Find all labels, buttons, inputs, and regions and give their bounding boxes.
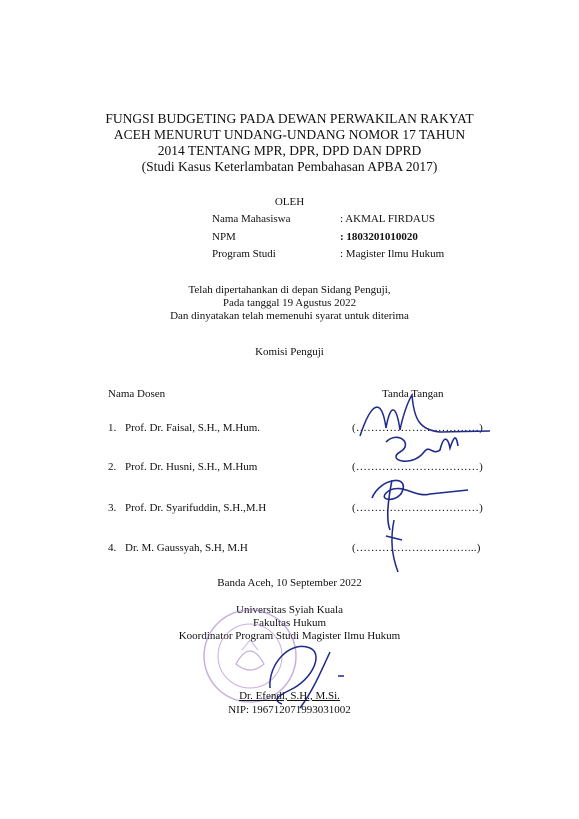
column-lecturer: Nama Dosen bbox=[108, 388, 166, 400]
examiner-name: Prof. Dr. Syarifuddin, S.H.,M.H bbox=[125, 502, 267, 514]
signature-3 bbox=[372, 480, 468, 530]
signature-4 bbox=[386, 520, 402, 572]
title-line: 2014 TENTANG MPR, DPR, DPD DAN DPRD bbox=[157, 143, 422, 158]
examiner-number: 3. bbox=[108, 502, 117, 514]
signature-dots: (……………………………) bbox=[352, 502, 483, 514]
title-line: (Studi Kasus Keterlambatan Pembahasan APBA 2017) bbox=[141, 159, 438, 174]
place-date: Banda Aceh, 10 September 2022 bbox=[217, 577, 362, 589]
defense-line: Telah dipertahankan di depan Sidang Penguji, bbox=[188, 284, 391, 296]
column-signature: Tanda Tangan bbox=[382, 388, 444, 400]
examiner-number: 1. bbox=[108, 422, 117, 434]
student-name-value: : AKMAL FIRDAUS bbox=[340, 213, 435, 225]
student-program-label: Program Studi bbox=[212, 248, 276, 260]
examiner-name: Dr. M. Gaussyah, S.H, M.H bbox=[125, 542, 248, 554]
student-program-value: : Magister Ilmu Hukum bbox=[340, 248, 445, 260]
examiner-name: Prof. Dr. Faisal, S.H., M.Hum. bbox=[125, 422, 261, 434]
institution-line: Koordinator Program Studi Magister Ilmu Hukum bbox=[178, 630, 401, 642]
examiner-number: 4. bbox=[108, 542, 117, 554]
signature-dots: (…………………………...) bbox=[352, 542, 481, 554]
signature-2 bbox=[386, 437, 458, 461]
signature-dots: (……………………………) bbox=[352, 461, 483, 473]
institution-line: Universitas Syiah Kuala bbox=[236, 604, 343, 616]
student-npm-value: : 1803201010020 bbox=[340, 231, 418, 243]
title-line: ACEH MENURUT UNDANG-UNDANG NOMOR 17 TAHUN bbox=[113, 127, 466, 142]
signature-dots: (……………………………) bbox=[352, 422, 483, 434]
committee-heading: Komisi Penguji bbox=[255, 346, 324, 358]
signature-1 bbox=[360, 395, 490, 436]
oleh-heading: OLEH bbox=[274, 196, 305, 208]
examiner-name: Prof. Dr. Husni, S.H., M.Hum bbox=[125, 461, 258, 473]
examiner-number: 2. bbox=[108, 461, 117, 473]
title-line: FUNGSI BUDGETING PADA DEWAN PERWAKILAN RAKYAT bbox=[105, 111, 474, 126]
student-npm-label: NPM bbox=[212, 231, 236, 243]
defense-line: Pada tanggal 19 Agustus 2022 bbox=[222, 297, 357, 309]
coordinator-nip: NIP: 196712071993031002 bbox=[228, 704, 351, 716]
student-name-label: Nama Mahasiswa bbox=[212, 213, 291, 225]
institution-line: Fakultas Hukum bbox=[252, 617, 327, 629]
coordinator-name: Dr. Efendi, S.H., M.Si. bbox=[239, 690, 340, 702]
defense-line: Dan dinyatakan telah memenuhi syarat untuk diterima bbox=[170, 310, 409, 322]
